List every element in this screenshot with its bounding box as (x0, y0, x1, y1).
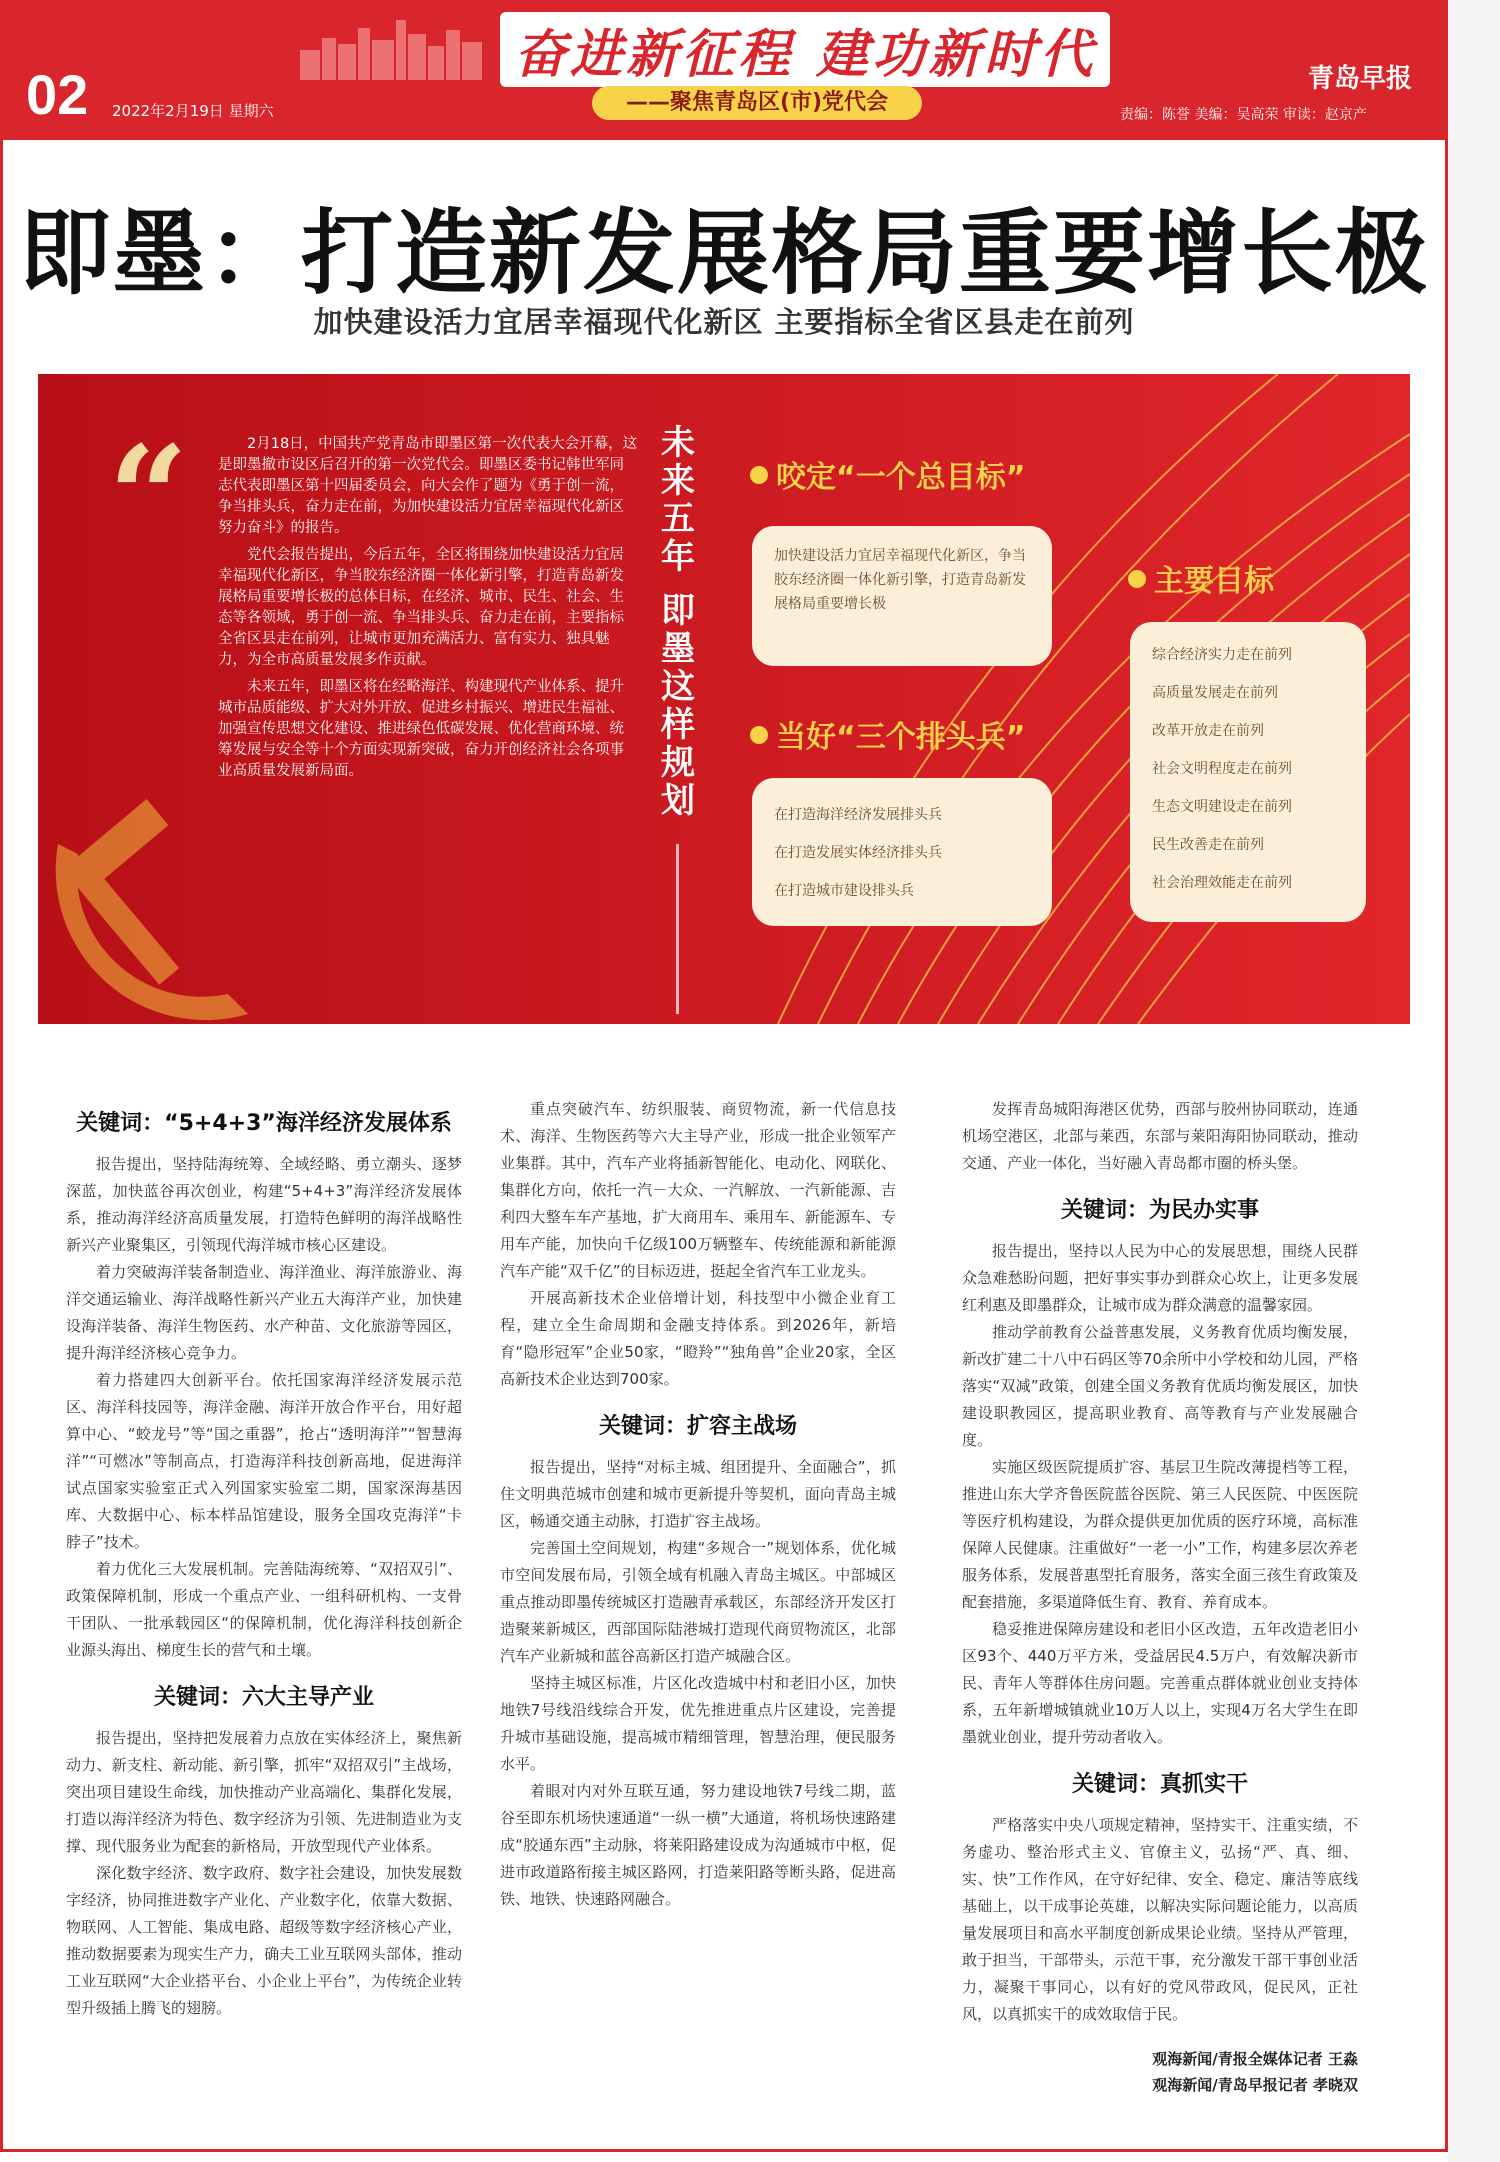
article-paragraph: 稳妥推进保障房建设和老旧小区改造，五年改造老旧小区93个、440万平方米，受益居民4.5万户，有效解决新市民、青年人等群体住房问题。完善重点群体就业创业支持体系，五年新增城镇就业10万人以上，实现4万名大学生在即墨就业创业，提升劳动者收入。 (962, 1620, 1358, 1746)
target-item: 改革开放走在前列 (1152, 723, 1264, 739)
pioneer-item: 在打造发展实体经济排头兵 (774, 845, 942, 861)
issue-date: 2022年2月19日 星期六 (112, 102, 274, 120)
article-paragraph: 发挥青岛城阳海港区优势，西部与胶州协同联动，连通机场空港区，北部与莱西，东部与莱阳海阳协同联动，推动交通、产业一体化，当好融入青岛都市圈的桥头堡。 (962, 1100, 1358, 1172)
goal-title-text: 咬定“一个总目标” (776, 460, 1026, 495)
vertical-title-line: 未来五年 (661, 423, 695, 577)
intro-paragraph: 党代会报告提出，今后五年，全区将围绕加快建设活力宜居幸福现代化新区，争当胶东经济圈一体化新引擎，打造青岛新发展格局重要增长极的总体目标，在经济、城市、民生、社会、生态等各领域，勇于创一流、争当排头兵、奋力走在前，主要指标全省区县走在前列，让城市更加充满活力、富有实力、独具魅力，为全市高质量发展多作贡献。 (218, 547, 624, 668)
byline: 观海新闻/青岛早报记者 孝晓双 (1152, 2076, 1358, 2094)
keyword-heading: 关键词：“5+4+3”海洋经济发展体系 (76, 1111, 452, 1136)
keyword-heading: 关键词：扩容主战场 (598, 1414, 797, 1439)
intro-paragraph: 未来五年，即墨区将在经略海洋、构建现代产业体系、提升城市品质能级、扩大对外开放、促进乡村振兴、增进民生福祉、加强宣传思想文化建设、推进绿色低碳发展、优化营商环境、统筹发展与安全等十个方面实现新突破，奋力开创经济社会各项事业高质量发展新局面。 (218, 679, 624, 779)
article-paragraph: 报告提出，坚持把发展着力点放在实体经济上，聚焦新动力、新支柱、新动能、新引擎，抓牢“双招双引”主战场，突出项目建设生命线，加快推动产业高端化、集群化发展，打造以海洋经济为特色、数字经济为引领、先进制造业为支撑、现代服务业为配套的新格局，开放型现代产业体系。 (66, 1729, 462, 1855)
article-paragraph: 深化数字经济、数字政府、数字社会建设，加快发展数字经济，协同推进数字产业化、产业数字化，依靠大数据、物联网、人工智能、集成电路、超级等数字经济核心产业，推动数据要素为现实生产力，确夫工业互联网头部体，推动工业互联网“大企业搭平台、小企业上平台”，为传统企业转型升级插上腾飞的翅膀。 (66, 1864, 462, 2017)
keyword-heading: 关键词：真抓实干 (1071, 1772, 1248, 1797)
article-paragraph: 着力优化三大发展机制。完善陆海统筹、“双招双引”、政策保障机制，形成一个重点产业、一组科研机构、一支骨干团队、一批承载园区“的保障机制，优化海洋科技创新企业源头海出、梯度生长的营气和土壤。 (66, 1560, 462, 1659)
article-paragraph: 重点突破汽车、纺织服装、商贸物流，新一代信息技术、海洋、生物医药等六大主导产业，形成一批企业领军产业集群。其中，汽车产业将插新智能化、电动化、网联化、集群化方向，依托一汽－大众、一汽解放、一汽新能源、吉利四大整车车产基地，扩大商用车、乘用车、新能源车、专用车产能，加快向千亿级100万辆整车、传统能源和新能源汽车产能“双千亿”的目标迈进，挺起全省汽车工业龙头。 (500, 1100, 896, 1280)
target-item: 综合经济实力走在前列 (1152, 647, 1292, 663)
goal-text: 加快建设活力宜居幸福现代化新区，争当胶东经济圈一体化新引擎，打造青岛新发展格局重要增长极 (774, 548, 1026, 612)
article-paragraph: 完善国土空间规划，构建“多规合一”规划体系，优化城市空间发展布局，引领全域有机融入青岛主城区。中部城区重点推动即墨传统城区打造融青承载区，东部经济开发区打造聚莱新城区，西部国际陆港城打造现代商贸物流区，北部汽车产业新城和蓝谷高新区打造产城融合区。 (500, 1539, 896, 1665)
article-paragraph: 严格落实中央八项规定精神，坚持实干、注重实绩，不务虚功、整治形式主义、官僚主义，弘扬“严、真、细、实、快”工作作风，在守好纪律、安全、稳定、廉洁等底线基础上，以干成事论英雄，以解决实际问题论能力，以高质量发展项目和高水平制度创新成果论业绩。坚持从严管理，敢于担当，干部带头，示范干事，充分激发干部干事创业活力，凝聚干事同心，以有好的党风带政风，促民风，正社风，以真抓实干的成效取信于民。 (962, 1816, 1358, 2023)
section-subslogan: ——聚焦青岛区(市)党代会 (592, 86, 922, 120)
article-paragraph: 着力搭建四大创新平台。依托国家海洋经济发展示范区、海洋科技园等，海洋金融、海洋开放合作平台，用好超算中心、“蛟龙号”等“国之重器”，抢占“透明海洋”“智慧海洋”“可燃冰”等制高点，打造海洋科技创新高地，促进海洋试点国家实验室正式入列国家实验室二期，国家深海基因库、大数据中心、标本样品馆建设，服务全国攻克海洋“卡脖子”技术。 (66, 1371, 462, 1551)
keyword-heading: 关键词：为民办实事 (1060, 1198, 1259, 1223)
article-paragraph: 报告提出，坚持以人民为中心的发展思想，围绕人民群众急难愁盼问题，把好事实事办到群众心坎上，让更多发展红利惠及即墨群众，让城市成为群众满意的温馨家园。 (962, 1242, 1358, 1314)
keyword-heading: 关键词：六大主导产业 (153, 1685, 374, 1710)
article-paragraph: 着眼对内对外互联互通，努力建设地铁7号线二期，蓝谷至即东机场快速通道“一纵一横”大通道，将机场快速路建成“胶通东西”主动脉，将莱阳路建设成为沟通城市中枢，促进市政道路衔接主城区路网，打造莱阳路等断头路，促进高铁、地铁、快速路网融合。 (500, 1782, 896, 1908)
article-paragraph: 着力突破海洋装备制造业、海洋渔业、海洋旅游业、海洋交通运输业、海洋战略性新兴产业五大海洋产业，加快建设海洋装备、海洋生物医药、水产种苗、文化旅游等园区，提升海洋经济核心竞争力。 (66, 1263, 462, 1362)
page-subheadline: 加快建设活力宜居幸福现代化新区 主要指标全省区县走在前列 (313, 305, 1135, 339)
pioneer-item: 在打造海洋经济发展排头兵 (774, 807, 942, 823)
byline: 观海新闻/青报全媒体记者 王淼 (1152, 2050, 1358, 2068)
article-paragraph: 坚持主城区标准，片区化改造城中村和老旧小区，加快地铁7号线沿线综合开发，优先推进重点片区建设，完善提升城市基础设施，提高城市精细管理，智慧治理，便民服务水平。 (500, 1674, 896, 1773)
page-number: 02 (26, 63, 89, 126)
target-item: 生态文明建设走在前列 (1152, 799, 1292, 815)
editor-credits: 责编：陈誉 美编：吴高荣 审读：赵京产 (1120, 107, 1367, 123)
article-paragraph: 报告提出，坚持“对标主城、组团提升、全面融合”，抓住文明典范城市创建和城市更新提升等契机，面向青岛主城区，畅通交通主动脉，打造扩容主战场。 (500, 1458, 896, 1530)
article-paragraph: 开展高新技术企业倍增计划，科技型中小微企业育工程，建立全生命周期和金融支持体系。到2026年，新培育“隐形冠军”企业50家，“瞪羚”“独角兽”企业20家，全区高新技术企业达到700家。 (500, 1289, 896, 1388)
newspaper-logo: 青岛早报 (1308, 64, 1413, 94)
section-slogan: 奋进新征程 建功新时代 (500, 12, 1110, 87)
page-margin (1448, 0, 1500, 2162)
article-paragraph: 报告提出，坚持陆海统筹、全域经略、勇立潮头、逐梦深蓝，加快蓝谷再次创业，构建“5+4+3”海洋经济发展体系，推动海洋经济高质量发展，打造特色鲜明的海洋战略性新兴产业聚集区，引领现代海洋城市核心区建设。 (66, 1155, 462, 1254)
target-item: 民生改善走在前列 (1152, 837, 1264, 853)
article-paragraph: 实施区级医院提质扩容、基层卫生院改薄提档等工程，推进山东大学齐鲁医院蓝谷医院、第三人民医院、中医医院等医疗机构建设，为群众提供更加优质的医疗环境，高标准保障人民健康。注重做好“一老一小”工作，构建多层次养老服务体系，发展普惠型托育服务，落实全面三孩生育政策及配套措施，多渠道降低生育、教育、养育成本。 (962, 1458, 1358, 1611)
quote-mark-icon: “ (108, 416, 189, 580)
target-item: 社会文明程度走在前列 (1152, 761, 1292, 777)
pioneer-title-text: 当好“三个排头兵” (776, 720, 1026, 755)
vertical-title-line: 即墨这样规划 (661, 591, 695, 821)
target-item: 高质量发展走在前列 (1152, 685, 1278, 701)
pioneer-item: 在打造城市建设排头兵 (774, 883, 914, 899)
article-paragraph: 推动学前教育公益普惠发展，义务教育优质均衡发展，新改扩建二十八中石码区等70余所中小学校和幼儿园，严格落实“双减”政策，创建全国义务教育优质均衡发展区，加快建设职教园区，提高职业教育、高等教育与产业发展融合度。 (962, 1323, 1358, 1449)
page-headline: 即墨：打造新发展格局重要增长极 (18, 200, 1429, 307)
intro-paragraph: 2月18日，中国共产党青岛市即墨区第一次代表大会开幕，这是即墨撤市设区后召开的第一次党代会。即墨区委书记韩世军同志代表即墨区第十四届委员会，向大会作了题为《勇于创一流，争当排头兵，奋力走在前，为加快建设活力宜居幸福现代化新区努力奋斗》的报告。 (218, 436, 638, 536)
target-item: 社会治理效能走在前列 (1152, 875, 1292, 891)
targets-title-text: 主要目标 (1154, 564, 1274, 599)
